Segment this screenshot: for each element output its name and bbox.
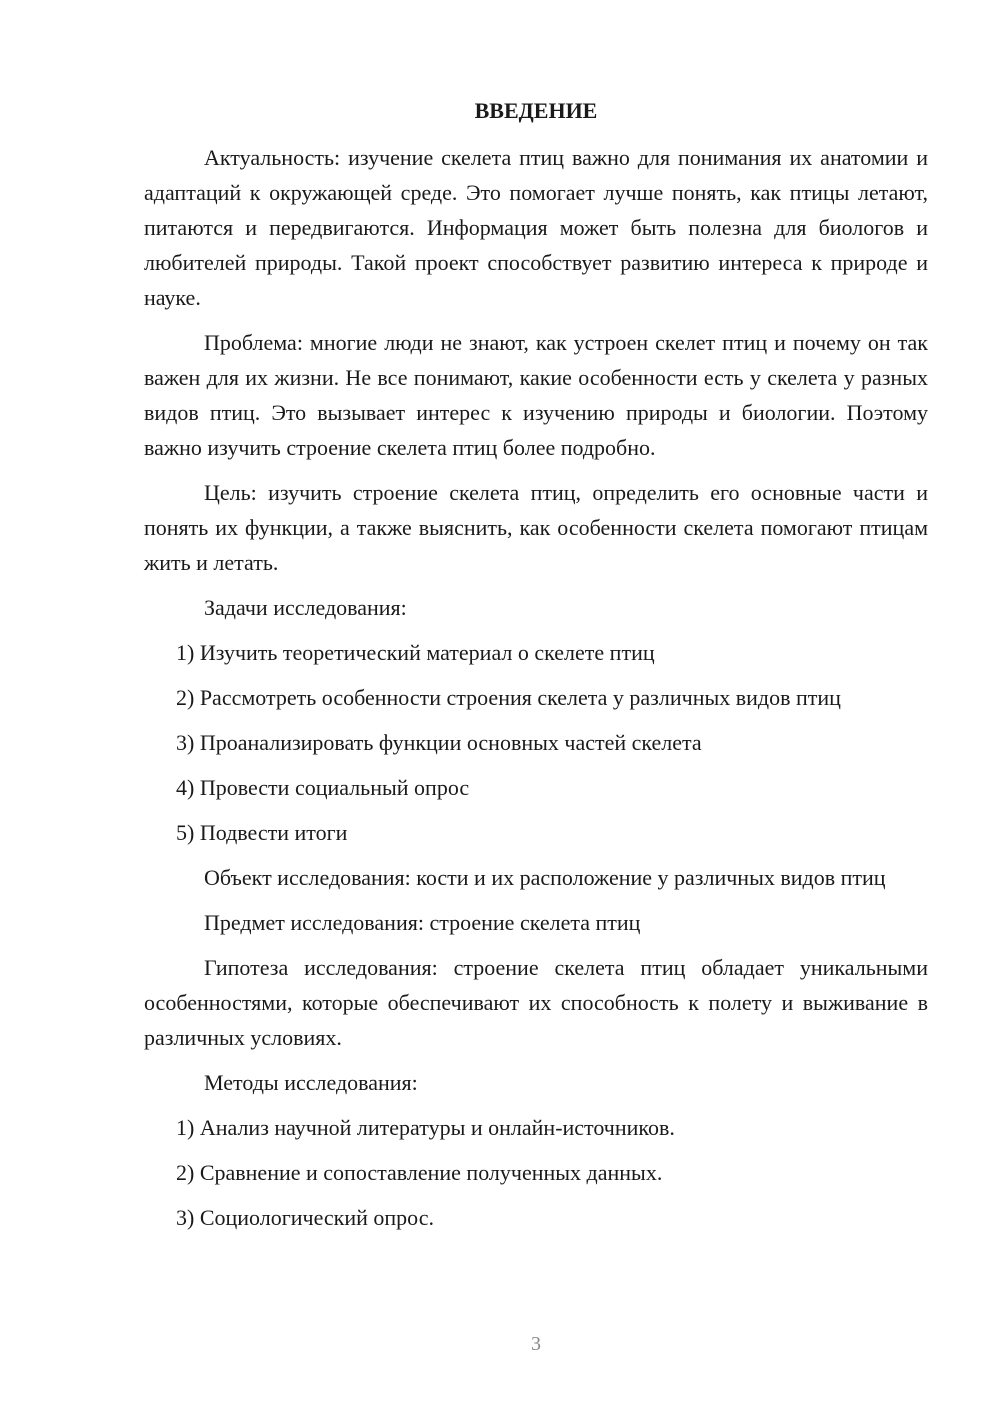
document-body [144,140,928,1245]
goal-paragraph: Цель: изучить строение скелета птиц, определить его основные части и понять их функции, а также выяснить, как особенности скелета помогают птицам жить и летать. [144,480,928,575]
methods-list [144,1110,928,1235]
methods-heading: Методы исследования: [204,1070,418,1095]
relevance-paragraph: Актуальность: изучение скелета птиц важно для понимания их анатомии и адаптаций к окружающей среде. Это помогает лучше понять, как птицы летают, питаются и передвигаются. Информация может быть полезна для биологов и любителей природы. Такой проект способствует развитию интереса к природе и науке. [144,145,928,310]
problem-paragraph: Проблема: многие люди не знают, как устроен скелет птиц и почему он так важен для их жизни. Не все понимают, какие особенности есть у скелета у разных видов птиц. Это вызывает интерес к изучению природы и биологии. Поэтому важно изучить строение скелета птиц более подробно. [144,330,928,460]
list-item: 3) Проанализировать функции основных частей скелета [176,730,702,755]
page-title: ВВЕДЕНИЕ [474,98,598,123]
list-item: 2) Сравнение и сопоставление полученных данных. [176,1160,663,1185]
list-item: 1) Изучить теоретический материал о скелете птиц [176,640,655,665]
list-item: 1) Анализ научной литературы и онлайн-источников. [176,1115,675,1140]
subject-paragraph: Предмет исследования: строение скелета птиц [204,910,641,935]
list-item: 2) Рассмотреть особенности строения скелета у различных видов птиц [176,685,841,710]
list-item: 5) Подвести итоги [176,820,348,845]
tasks-heading: Задачи исследования: [204,595,407,620]
tasks-list [144,635,928,850]
object-paragraph: Объект исследования: кости и их расположение у различных видов птиц [204,865,886,890]
page-number: 3 [531,1333,541,1355]
hypothesis-paragraph: Гипотеза исследования: строение скелета птиц обладает уникальными особенностями, которые обеспечивают их способность к полету и выживание в различных условиях. [144,955,928,1050]
list-item: 3) Социологический опрос. [176,1205,434,1230]
list-item: 4) Провести социальный опрос [176,775,470,800]
